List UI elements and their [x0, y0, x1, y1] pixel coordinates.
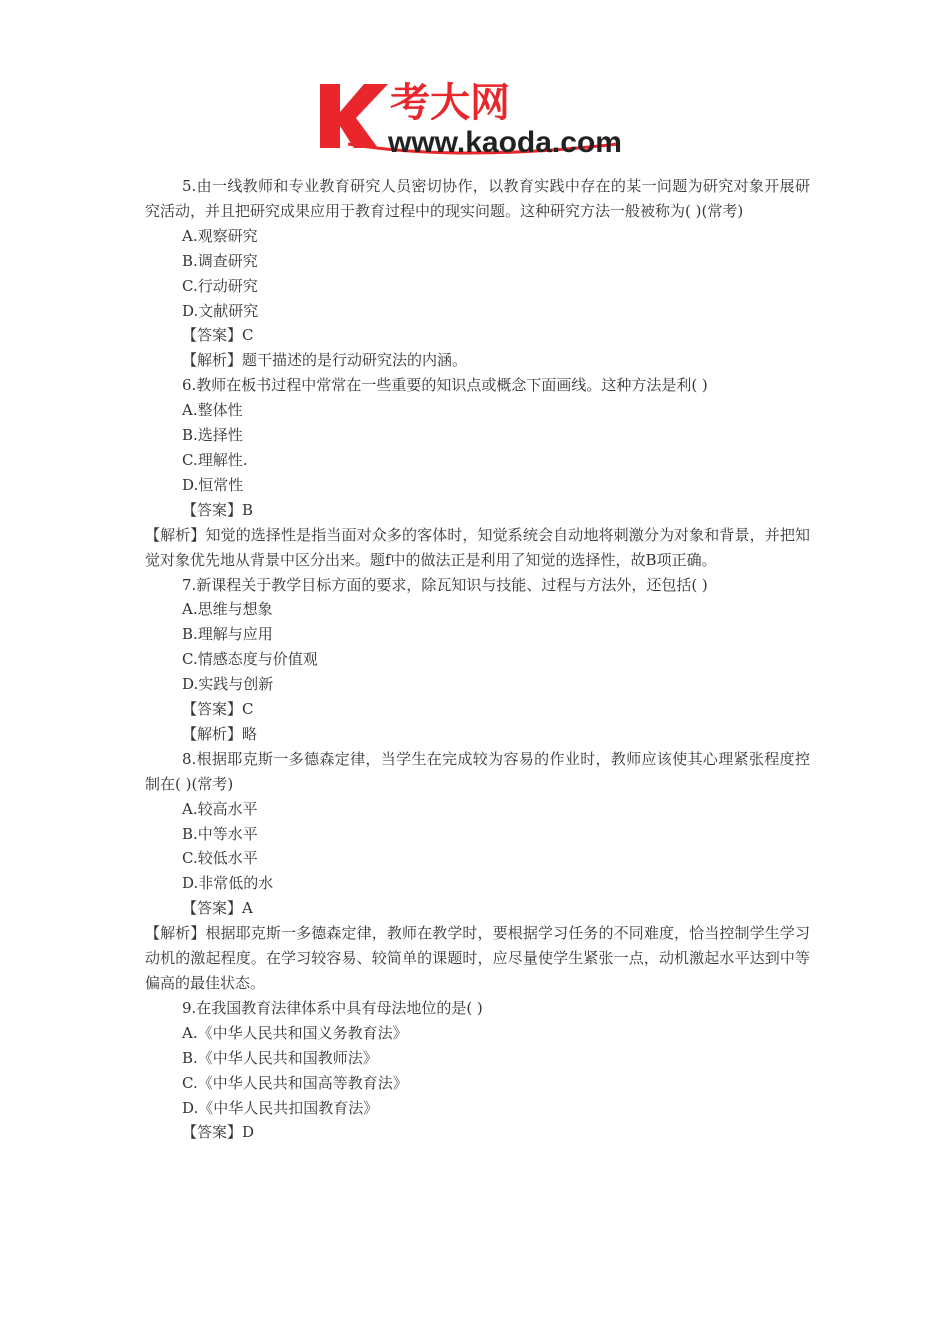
answer-key: 【答案】C [182, 700, 254, 719]
answer-option: C.理解性. [182, 450, 248, 469]
answer-option: A.整体性 [182, 401, 243, 420]
answer-option: C.情感态度与价值观 [182, 650, 318, 669]
question-stem: 5.由一线教师和专业教育研究人员密切协作，以教育实践中存在的某一问题为研究对象开展研究活动，并且把研究成果应用于教育过程中的现实问题。这种研究方法一般被称为( )(常考) [145, 177, 810, 220]
logo-url-text: www.kaoda.com [388, 126, 622, 159]
kaoda-logo [318, 78, 648, 160]
answer-option: C.行动研究 [182, 276, 258, 295]
question-list [145, 174, 810, 1145]
answer-option: A.思维与想象 [182, 600, 273, 619]
logo-brand-text: 考大网 [390, 80, 510, 126]
answer-analysis: 【解析】根据耶克斯一多德森定律，教师在教学时，要根据学习任务的不同难度，恰当控制学生学习动机的激起程度。在学习较容易、较简单的课题时，应尽量使学生紧张一点，动机激起水平达到中等偏高的最佳状态。 [145, 924, 810, 992]
answer-option: B.《中华人民共和国教师法》 [182, 1048, 378, 1067]
answer-key: 【答案】B [182, 500, 254, 519]
answer-analysis: 【解析】略 [182, 724, 258, 743]
answer-option: B.调查研究 [182, 251, 258, 270]
answer-option: A.较高水平 [182, 799, 258, 818]
answer-option: B.理解与应用 [182, 625, 273, 644]
logo-k-mark [320, 84, 388, 148]
answer-option: D.文献研究 [182, 301, 259, 320]
answer-option: B.选择性 [182, 426, 243, 445]
answer-analysis: 【解析】题干描述的是行动研究法的内涵。 [182, 351, 468, 370]
answer-key: 【答案】C [182, 326, 254, 345]
answer-option: D.非常低的水 [182, 874, 274, 893]
answer-option: D.实践与创新 [182, 675, 274, 694]
question-stem: 6.教师在板书过程中常常在一些重要的知识点或概念下面画线。这种方法是利( ) [182, 376, 708, 395]
answer-option: D.《中华人民共扣国教育法》 [182, 1098, 379, 1117]
question-stem: 8.根据耶克斯一多德森定律，当学生在完成较为容易的作业时，教师应该使其心理紧张程度控制在( )(常考) [145, 749, 810, 793]
answer-option: A.观察研究 [182, 226, 258, 245]
answer-option: A.《中华人民共和国义务教育法》 [182, 1023, 408, 1042]
answer-analysis: 【解析】知觉的选择性是指当面对众多的客体时，知觉系统会自动地将刺激分为对象和背景，并把知觉对象优先地从背景中区分出来。题f中的做法正是利用了知觉的选择性，故B项正确。 [145, 525, 810, 569]
answer-key: 【答案】D [182, 1123, 255, 1142]
answer-option: B.中等水平 [182, 824, 258, 843]
answer-key: 【答案】A [182, 899, 253, 918]
logo-graphic [318, 78, 648, 160]
question-stem: 9.在我国教育法律体系中具有母法地位的是( ) [182, 998, 483, 1017]
question-stem: 7.新课程关于教学目标方面的要求，除瓦知识与技能、过程与方法外，还包括( ) [182, 575, 708, 594]
answer-option: C.较低水平 [182, 849, 258, 868]
answer-option: C.《中华人民共和国高等教育法》 [182, 1073, 408, 1092]
answer-option: D.恒常性 [182, 475, 244, 494]
